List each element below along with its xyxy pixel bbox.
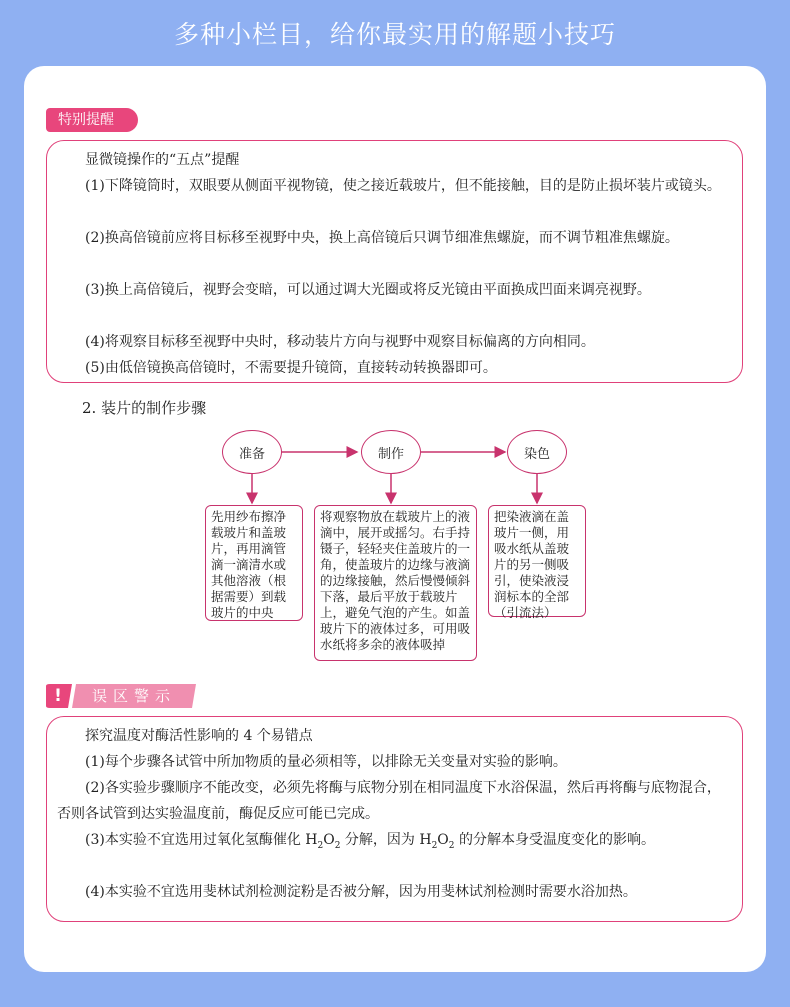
reminder-item-1: (1)下降镜筒时，双眼要从侧面平视物镜，使之接近载玻片，但不能接触，目的是防止损坏装片或镜头。 bbox=[85, 178, 721, 194]
flow-detail-prepare: 先用纱布擦净载玻片和盖玻片，再用滴管滴一滴清水或其他溶液（根据需要）到载玻片的中央 bbox=[205, 505, 303, 621]
flow-detail-stain: 把染液滴在盖玻片一侧，用吸水纸从盖玻片的另一侧吸引，使染液浸润标本的全部（引流法） bbox=[488, 505, 586, 617]
reminder-tag: 特别提醒 bbox=[46, 108, 138, 132]
flow-node-make: 制作 bbox=[361, 430, 421, 474]
reminder-item-2: (2)换高倍镜前应将目标移至视野中央，换上高倍镜后只调节细准焦螺旋，而不调节粗准焦螺旋。 bbox=[85, 230, 679, 246]
steps-title: 2. 装片的制作步骤 bbox=[82, 399, 207, 417]
warning-icon: ! bbox=[54, 686, 62, 706]
mistakes-item-2: (2)各实验步骤顺序不能改变，必须先将酶与底物分别在相同温度下水浴保温，然后再将酶与底物混合，否则各试管到达实验温度前，酶促反应可能已完成。 bbox=[57, 780, 721, 822]
page-header bbox=[0, 0, 790, 66]
mistakes-item-4: (4)本实验不宜选用斐林试剂检测淀粉是否被分解，因为用斐林试剂检测时需要水浴加热。 bbox=[85, 884, 637, 900]
flow-detail-make: 将观察物放在载玻片上的液滴中，展开或摇匀。右手持镊子，轻轻夹住盖玻片的一角，使盖玻片的边缘与液滴的边缘接触，然后慢慢倾斜下落，最后平放于载玻片上，避免气泡的产生。如盖玻片下的液体过多，可用吸水纸将多余的液体吸掉 bbox=[314, 505, 477, 661]
reminder-heading: 显微镜操作的“五点”提醒 bbox=[85, 152, 240, 168]
flow-node-prepare: 准备 bbox=[222, 430, 282, 474]
reminder-item-5: (5)由低倍镜换高倍镜时，不需要提升镜筒，直接转动转换器即可。 bbox=[85, 360, 497, 376]
header-title: 多种小栏目，给你最实用的解题小技巧 bbox=[173, 20, 616, 49]
mistakes-item-1: (1)每个步骤各试管中所加物质的量必须相等，以排除无关变量对实验的影响。 bbox=[85, 754, 567, 770]
mistakes-item-3: (3)本实验不宜选用过氧化氢酶催化 $H_2O_2$ 分解，因为 $H_2O_2$ 的分解本身受温度变化的影响。 bbox=[85, 832, 655, 851]
mistakes-tag: 误区警示 bbox=[92, 687, 177, 705]
mistakes-heading: 探究温度对酶活性影响的 4 个易错点 bbox=[85, 728, 313, 744]
flow-node-stain: 染色 bbox=[507, 430, 567, 474]
reminder-item-4: (4)将观察目标移至视野中央时，移动装片方向与视野中观察目标偏离的方向相同。 bbox=[85, 334, 595, 350]
mistakes-box bbox=[46, 716, 743, 922]
reminder-box bbox=[46, 140, 743, 383]
reminder-item-3: (3)换上高倍镜后，视野会变暗，可以通过调大光圈或将反光镜由平面换成凹面来调亮视野。 bbox=[85, 282, 651, 298]
